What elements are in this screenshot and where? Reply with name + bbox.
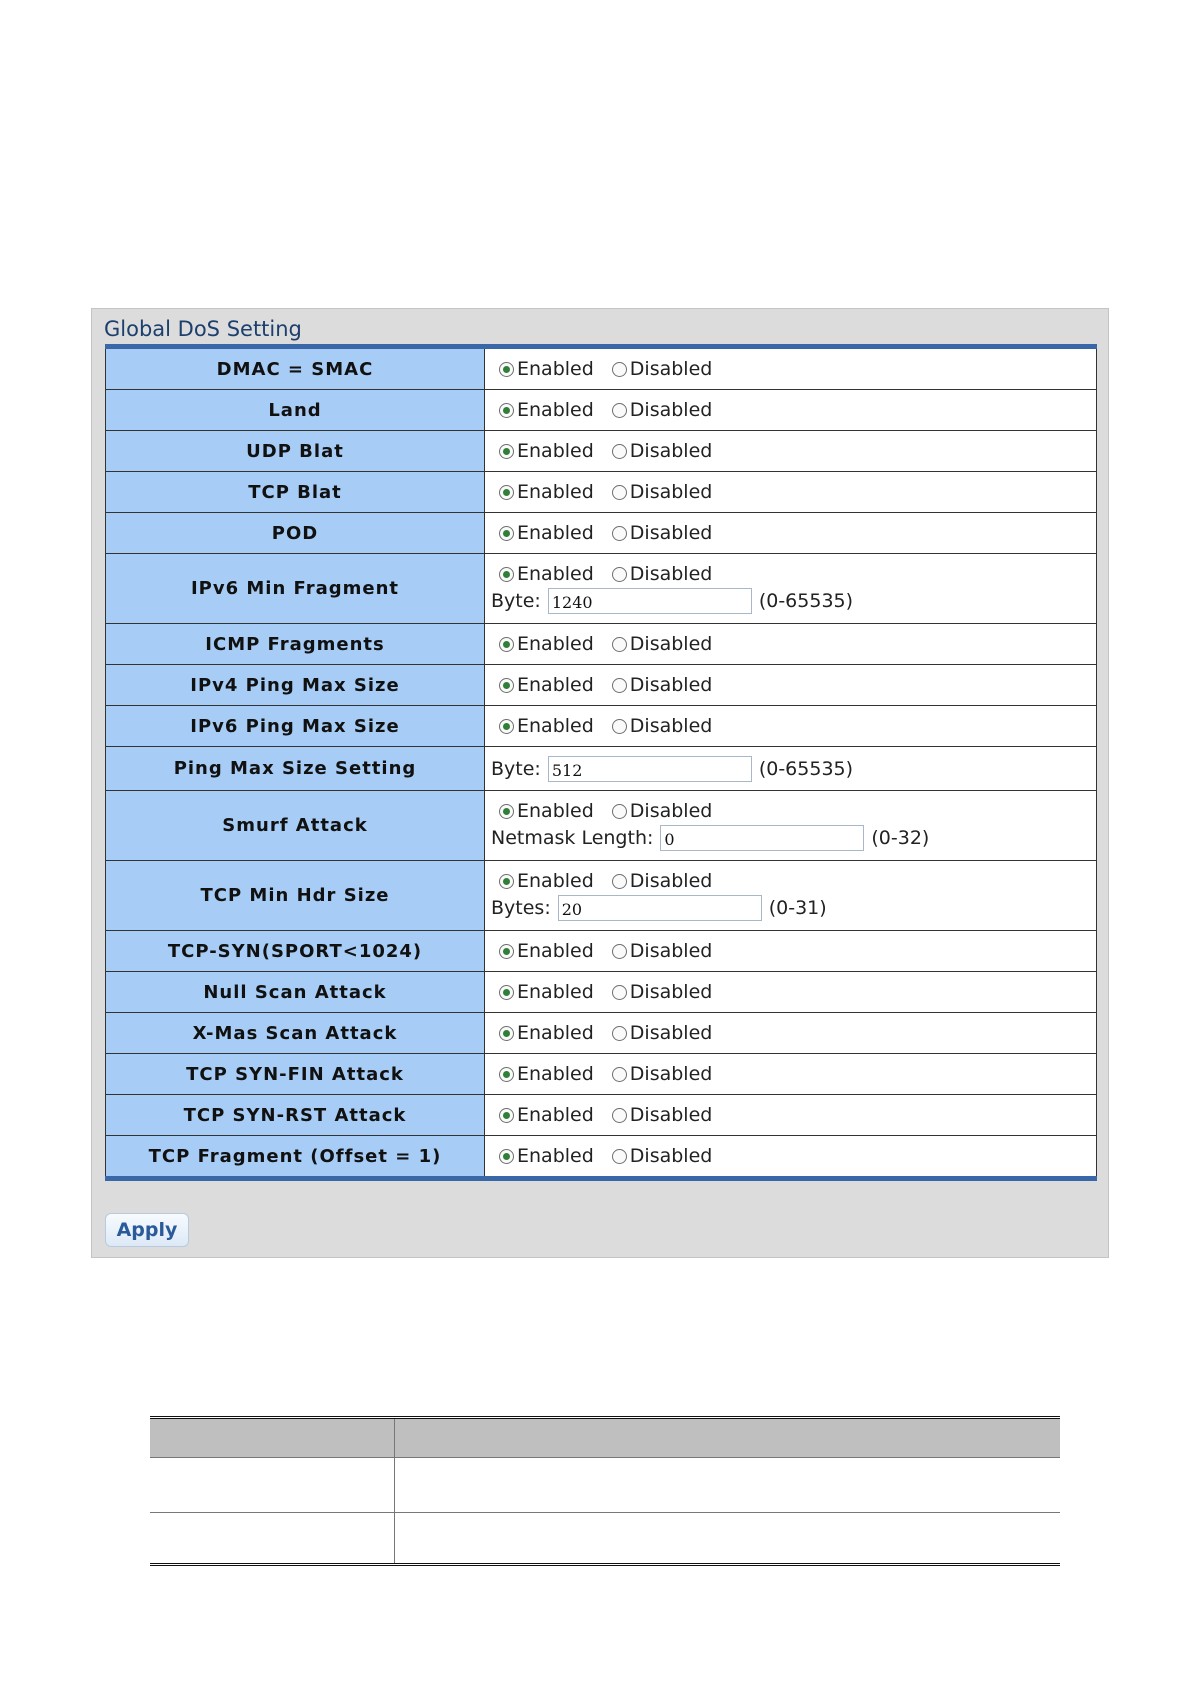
enabled-radio[interactable]: [491, 481, 594, 503]
enabled-radio[interactable]: [491, 870, 594, 892]
radio-unselected-icon[interactable]: [612, 719, 627, 734]
setting-label: TCP Blat: [106, 472, 485, 513]
radio-selected-icon[interactable]: [499, 874, 514, 889]
setting-value-cell: [485, 1054, 1097, 1095]
radio-selected-icon[interactable]: [499, 526, 514, 541]
radio-unselected-icon[interactable]: [612, 485, 627, 500]
panel-title: Global DoS Setting: [104, 317, 302, 341]
table-row: [150, 1513, 1060, 1565]
disabled-radio[interactable]: [604, 1063, 713, 1085]
range-hint: (0-65535): [758, 590, 854, 612]
setting-value-cell: [485, 706, 1097, 747]
description-table-wrapper: [150, 1416, 1060, 1566]
setting-value-cell: [485, 431, 1097, 472]
radio-unselected-icon[interactable]: [612, 944, 627, 959]
table-header-row: [150, 1418, 1060, 1458]
disabled-radio[interactable]: [604, 481, 713, 503]
disabled-radio[interactable]: [604, 522, 713, 544]
setting-row: [106, 431, 1097, 472]
disabled-radio[interactable]: [604, 674, 713, 696]
enabled-radio[interactable]: [491, 1022, 594, 1044]
disabled-label: Disabled: [629, 440, 713, 462]
radio-unselected-icon[interactable]: [612, 526, 627, 541]
field-line: [491, 588, 1096, 614]
radio-group: [491, 940, 1096, 962]
radio-group: [491, 870, 1096, 892]
enabled-label: Enabled: [517, 358, 594, 380]
setting-row: [106, 706, 1097, 747]
disabled-label: Disabled: [629, 358, 713, 380]
setting-label: Land: [106, 390, 485, 431]
setting-label: TCP Fragment (Offset = 1): [106, 1136, 485, 1179]
enabled-radio[interactable]: [491, 1063, 594, 1085]
field-line: [491, 756, 1096, 782]
disabled-radio[interactable]: [604, 1104, 713, 1126]
setting-label: IPv6 Ping Max Size: [106, 706, 485, 747]
setting-label: DMAC = SMAC: [106, 347, 485, 390]
disabled-radio[interactable]: [604, 715, 713, 737]
enabled-label: Enabled: [517, 1104, 594, 1126]
radio-unselected-icon[interactable]: [612, 403, 627, 418]
disabled-label: Disabled: [629, 1145, 713, 1167]
radio-group: [491, 633, 1096, 655]
field-label: Byte:: [491, 590, 541, 612]
table-row: [150, 1458, 1060, 1513]
enabled-label: Enabled: [517, 981, 594, 1003]
enabled-radio[interactable]: [491, 674, 594, 696]
radio-unselected-icon[interactable]: [612, 1108, 627, 1123]
radio-unselected-icon[interactable]: [612, 678, 627, 693]
disabled-radio[interactable]: [604, 940, 713, 962]
disabled-label: Disabled: [629, 563, 713, 585]
range-hint: (0-32): [871, 827, 930, 849]
enabled-label: Enabled: [517, 800, 594, 822]
radio-unselected-icon[interactable]: [612, 874, 627, 889]
radio-selected-icon[interactable]: [499, 403, 514, 418]
apply-button[interactable]: Apply: [105, 1213, 189, 1247]
enabled-radio[interactable]: [491, 981, 594, 1003]
disabled-label: Disabled: [629, 1104, 713, 1126]
setting-value-cell: [485, 1013, 1097, 1054]
setting-value-cell: [485, 1136, 1097, 1179]
enabled-label: Enabled: [517, 563, 594, 585]
enabled-label: Enabled: [517, 481, 594, 503]
setting-row: [106, 624, 1097, 665]
disabled-label: Disabled: [629, 399, 713, 421]
setting-row: [106, 472, 1097, 513]
setting-row: [106, 931, 1097, 972]
radio-group: [491, 1022, 1096, 1044]
enabled-radio[interactable]: [491, 715, 594, 737]
disabled-label: Disabled: [629, 522, 713, 544]
setting-row: [106, 861, 1097, 931]
radio-selected-icon[interactable]: [499, 637, 514, 652]
enabled-label: Enabled: [517, 1145, 594, 1167]
radio-selected-icon[interactable]: [499, 804, 514, 819]
setting-label: Null Scan Attack: [106, 972, 485, 1013]
enabled-label: Enabled: [517, 870, 594, 892]
setting-row: [106, 513, 1097, 554]
setting-label: TCP SYN-FIN Attack: [106, 1054, 485, 1095]
setting-value-cell: [485, 554, 1097, 624]
disabled-label: Disabled: [629, 633, 713, 655]
setting-label: Ping Max Size Setting: [106, 747, 485, 791]
enabled-radio[interactable]: [491, 522, 594, 544]
radio-unselected-icon[interactable]: [612, 362, 627, 377]
tcp-min-hdr-bytes-input[interactable]: [558, 895, 762, 921]
setting-label: UDP Blat: [106, 431, 485, 472]
dos-settings-table: [105, 344, 1097, 1181]
radio-selected-icon[interactable]: [499, 719, 514, 734]
enabled-label: Enabled: [517, 674, 594, 696]
radio-selected-icon[interactable]: [499, 678, 514, 693]
disabled-radio[interactable]: [604, 870, 713, 892]
table-cell: [150, 1513, 395, 1565]
disabled-radio[interactable]: [604, 440, 713, 462]
setting-row: [106, 747, 1097, 791]
enabled-label: Enabled: [517, 715, 594, 737]
enabled-label: Enabled: [517, 1063, 594, 1085]
disabled-label: Disabled: [629, 981, 713, 1003]
radio-group: [491, 358, 1096, 380]
table-cell: [150, 1458, 395, 1513]
disabled-label: Disabled: [629, 715, 713, 737]
ipv6-min-fragment-byte-input[interactable]: [548, 588, 752, 614]
setting-value-cell: [485, 747, 1097, 791]
disabled-label: Disabled: [629, 940, 713, 962]
radio-unselected-icon[interactable]: [612, 985, 627, 1000]
radio-selected-icon[interactable]: [499, 1149, 514, 1164]
setting-row: [106, 1136, 1097, 1179]
disabled-label: Disabled: [629, 481, 713, 503]
field-line: [491, 895, 1096, 921]
radio-group: [491, 674, 1096, 696]
disabled-label: Disabled: [629, 870, 713, 892]
setting-row: [106, 665, 1097, 706]
range-hint: (0-65535): [758, 757, 854, 780]
setting-value-cell: [485, 791, 1097, 861]
setting-label: Smurf Attack: [106, 791, 485, 861]
radio-unselected-icon[interactable]: [612, 567, 627, 582]
disabled-radio[interactable]: [604, 800, 713, 822]
radio-selected-icon[interactable]: [499, 567, 514, 582]
disabled-label: Disabled: [629, 674, 713, 696]
radio-unselected-icon[interactable]: [612, 637, 627, 652]
radio-selected-icon[interactable]: [499, 362, 514, 377]
disabled-radio[interactable]: [604, 563, 713, 585]
setting-label: IPv4 Ping Max Size: [106, 665, 485, 706]
radio-unselected-icon[interactable]: [612, 444, 627, 459]
setting-value-cell: [485, 1095, 1097, 1136]
radio-selected-icon[interactable]: [499, 444, 514, 459]
disabled-label: Disabled: [629, 1022, 713, 1044]
disabled-radio[interactable]: [604, 358, 713, 380]
radio-selected-icon[interactable]: [499, 1108, 514, 1123]
enabled-label: Enabled: [517, 940, 594, 962]
enabled-label: Enabled: [517, 399, 594, 421]
radio-group: [491, 981, 1096, 1003]
setting-label: X-Mas Scan Attack: [106, 1013, 485, 1054]
disabled-radio[interactable]: [604, 633, 713, 655]
enabled-radio[interactable]: [491, 1104, 594, 1126]
radio-selected-icon[interactable]: [499, 985, 514, 1000]
setting-row: [106, 791, 1097, 861]
radio-group: [491, 522, 1096, 544]
setting-row: [106, 1013, 1097, 1054]
enabled-label: Enabled: [517, 633, 594, 655]
setting-value-cell: [485, 624, 1097, 665]
setting-value-cell: [485, 513, 1097, 554]
radio-selected-icon[interactable]: [499, 944, 514, 959]
setting-label: TCP Min Hdr Size: [106, 861, 485, 931]
setting-label: ICMP Fragments: [106, 624, 485, 665]
radio-unselected-icon[interactable]: [612, 1149, 627, 1164]
netmask-length-input[interactable]: [660, 825, 864, 851]
disabled-radio[interactable]: [604, 1022, 713, 1044]
field-label: Byte:: [491, 757, 541, 780]
enabled-label: Enabled: [517, 440, 594, 462]
description-table: [150, 1416, 1060, 1566]
table-header-cell: [150, 1418, 395, 1458]
radio-group: [491, 440, 1096, 462]
field-label: Netmask Length:: [491, 827, 654, 849]
setting-value-cell: [485, 390, 1097, 431]
disabled-label: Disabled: [629, 1063, 713, 1085]
radio-unselected-icon[interactable]: [612, 1067, 627, 1082]
setting-label: TCP-SYN(SPORT<1024): [106, 931, 485, 972]
radio-group: [491, 800, 1096, 822]
disabled-radio[interactable]: [604, 1145, 713, 1167]
setting-row: [106, 390, 1097, 431]
table-cell: [395, 1513, 1061, 1565]
disabled-radio[interactable]: [604, 981, 713, 1003]
radio-group: [491, 481, 1096, 503]
enabled-radio[interactable]: [491, 800, 594, 822]
setting-row: [106, 554, 1097, 624]
enabled-radio[interactable]: [491, 399, 594, 421]
disabled-radio[interactable]: [604, 399, 713, 421]
enabled-radio[interactable]: [491, 940, 594, 962]
radio-selected-icon[interactable]: [499, 485, 514, 500]
range-hint: (0-31): [768, 897, 827, 919]
enabled-radio[interactable]: [491, 358, 594, 380]
setting-row: [106, 972, 1097, 1013]
radio-unselected-icon[interactable]: [612, 1026, 627, 1041]
table-header-cell: [395, 1418, 1061, 1458]
disabled-label: Disabled: [629, 800, 713, 822]
field-label: Bytes:: [491, 897, 551, 919]
radio-group: [491, 1063, 1096, 1085]
radio-group: [491, 563, 1096, 585]
setting-label: IPv6 Min Fragment: [106, 554, 485, 624]
setting-label: POD: [106, 513, 485, 554]
enabled-radio[interactable]: [491, 633, 594, 655]
enabled-label: Enabled: [517, 1022, 594, 1044]
setting-row: [106, 1054, 1097, 1095]
enabled-radio[interactable]: [491, 1145, 594, 1167]
ping-max-size-byte-input[interactable]: [548, 756, 752, 782]
radio-group: [491, 1104, 1096, 1126]
field-line: [491, 825, 1096, 851]
table-cell: [395, 1458, 1061, 1513]
enabled-radio[interactable]: [491, 440, 594, 462]
setting-value-cell: [485, 861, 1097, 931]
radio-group: [491, 399, 1096, 421]
setting-row: [106, 1095, 1097, 1136]
radio-group: [491, 715, 1096, 737]
enabled-label: Enabled: [517, 522, 594, 544]
setting-value-cell: [485, 347, 1097, 390]
radio-unselected-icon[interactable]: [612, 804, 627, 819]
setting-value-cell: [485, 931, 1097, 972]
radio-group: [491, 1145, 1096, 1167]
setting-value-cell: [485, 472, 1097, 513]
setting-value-cell: [485, 665, 1097, 706]
setting-label: TCP SYN-RST Attack: [106, 1095, 485, 1136]
setting-value-cell: [485, 972, 1097, 1013]
radio-selected-icon[interactable]: [499, 1067, 514, 1082]
setting-row: [106, 347, 1097, 390]
radio-selected-icon[interactable]: [499, 1026, 514, 1041]
global-dos-setting-panel: [91, 308, 1109, 1258]
enabled-radio[interactable]: [491, 563, 594, 585]
